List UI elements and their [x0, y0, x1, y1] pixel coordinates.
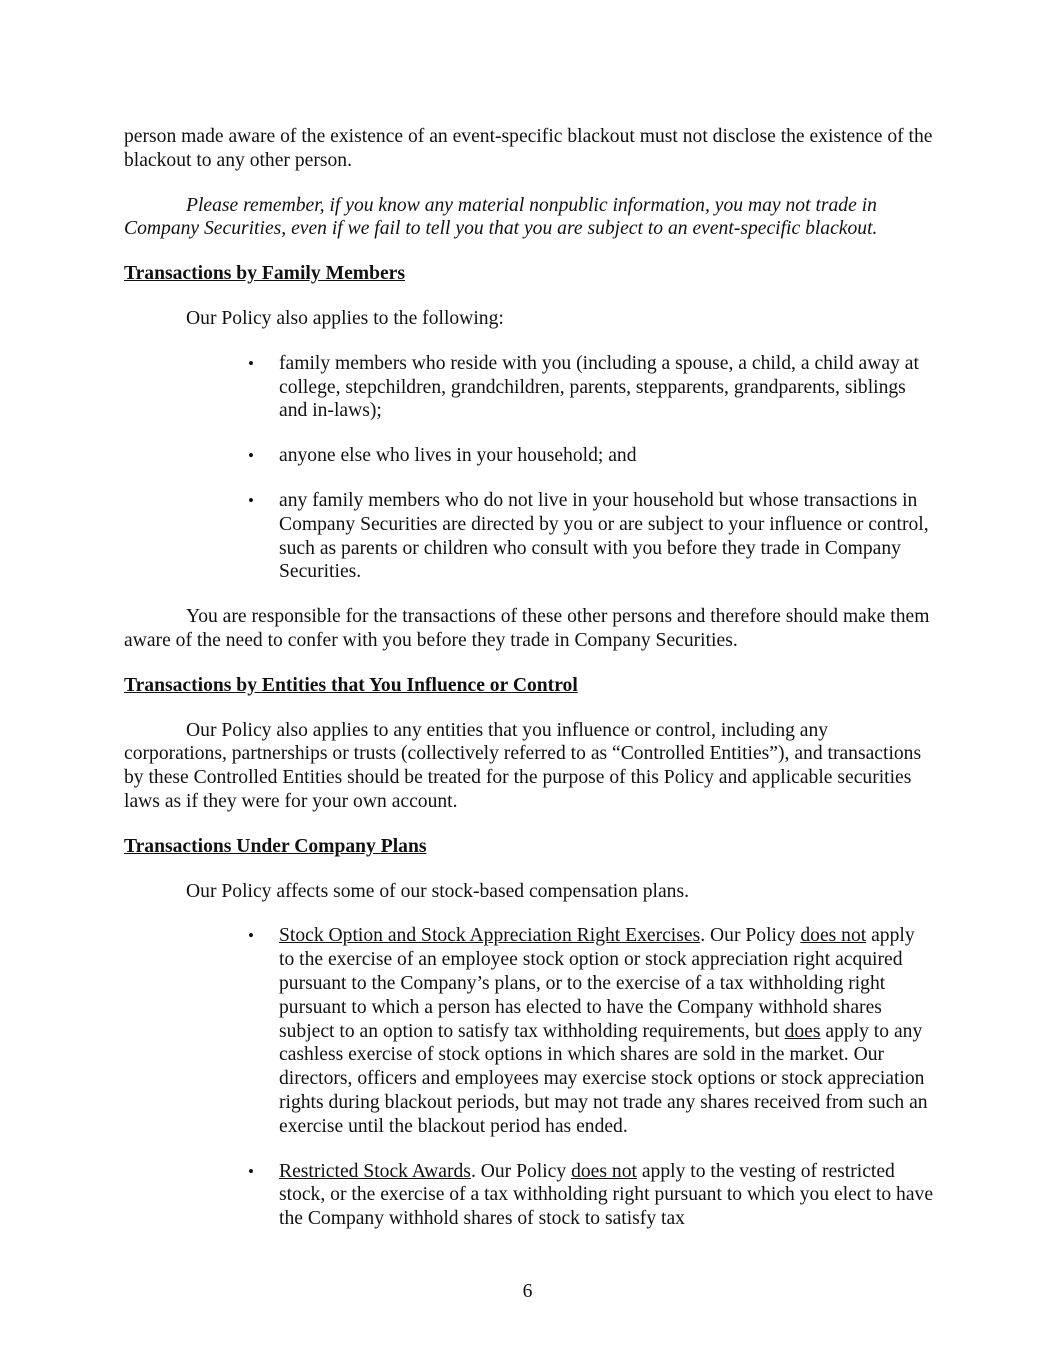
bullet-icon: •	[248, 353, 254, 373]
does-not-emphasis: does not	[800, 925, 867, 947]
list-item-text: any family members who do not live in your household but whose transactions in Company Securities are directed by you or are subject to your influence or control, such as parents or children who consult with you before they trade in Company Securities.	[279, 489, 929, 583]
stock-option-title: Stock Option and Stock Appreciation Right Exercises	[279, 925, 701, 947]
stock-option-text: apply to any cashless exercise of stock options in which shares are sold in the market. Our directors, officers and employees may exercise stock options or stock appreciation rights during blackout periods, but may not trade any shares received from such an exercise until the blackout period has ended.	[279, 1020, 928, 1137]
entities-heading: Transactions by Entities that You Influence or Control	[124, 674, 578, 696]
list-item	[124, 924, 934, 1138]
list-item	[124, 444, 934, 468]
bullet-icon: •	[248, 490, 254, 510]
page-number: 6	[522, 1281, 533, 1302]
stock-option-text: apply to the exercise of an employee stock option or stock appreciation right acquired pursuant to the Company’s plans, or to the exercise of a tax withholding right pursuant to which a person has elected to have the Company withhold shares subject to an option to satisfy tax withholding requirements, but	[279, 925, 915, 1042]
list-item	[124, 489, 934, 584]
family-members-heading: Transactions by Family Members	[124, 263, 405, 285]
restricted-stock-text: . Our Policy	[470, 1160, 572, 1182]
list-item	[124, 352, 934, 423]
restricted-stock-text: apply to the vesting of restricted stock, or the exercise of a tax withholding right pursuant to which you elect to have the Company withhold shares of stock to satisfy tax	[279, 1160, 934, 1230]
reminder-paragraph: Please remember, if you know any material nonpublic information, you may not trade in Company Securities, even if we fail to tell you that you are subject to an event-specific blackout.	[124, 194, 878, 240]
family-closing: You are responsible for the transactions of these other persons and therefore should make them aware of the need to confer with you before they trade in Company Securities.	[124, 606, 930, 651]
does-emphasis: does	[784, 1020, 821, 1042]
does-not-emphasis: does not	[571, 1160, 637, 1182]
bullet-icon: •	[248, 446, 254, 466]
list-item-text: anyone else who lives in your household; and	[279, 445, 637, 467]
entities-paragraph: Our Policy also applies to any entities that you influence or control, including any corporations, partnerships or trusts (collectively referred to as “Controlled Entities”), and transactions by these Controlled Entities should be treated for the purpose of this Policy and applicable securities laws as if they were for your own account.	[124, 719, 922, 812]
plans-intro: Our Policy affects some of our stock-based compensation plans.	[186, 880, 689, 902]
list-item-text: family members who reside with you (including a spouse, a child, a child away at college, stepchildren, grandchildren, parents, stepparents, grandparents, siblings and in-laws);	[279, 352, 919, 422]
bullet-icon: •	[248, 926, 254, 946]
restricted-stock-title: Restricted Stock Awards	[279, 1160, 471, 1182]
company-plans-heading: Transactions Under Company Plans	[124, 835, 427, 857]
stock-option-text: . Our Policy	[700, 925, 801, 947]
family-bullet-list	[124, 352, 934, 584]
family-intro: Our Policy also applies to the following:	[186, 307, 504, 329]
plans-bullet-list	[124, 924, 934, 1231]
bullet-icon: •	[248, 1161, 254, 1181]
continuation-paragraph: person made aware of the existence of an event-specific blackout must not disclose the existence of the blackout to any other person.	[124, 126, 933, 171]
document-page	[124, 125, 934, 1252]
list-item	[124, 1160, 934, 1231]
